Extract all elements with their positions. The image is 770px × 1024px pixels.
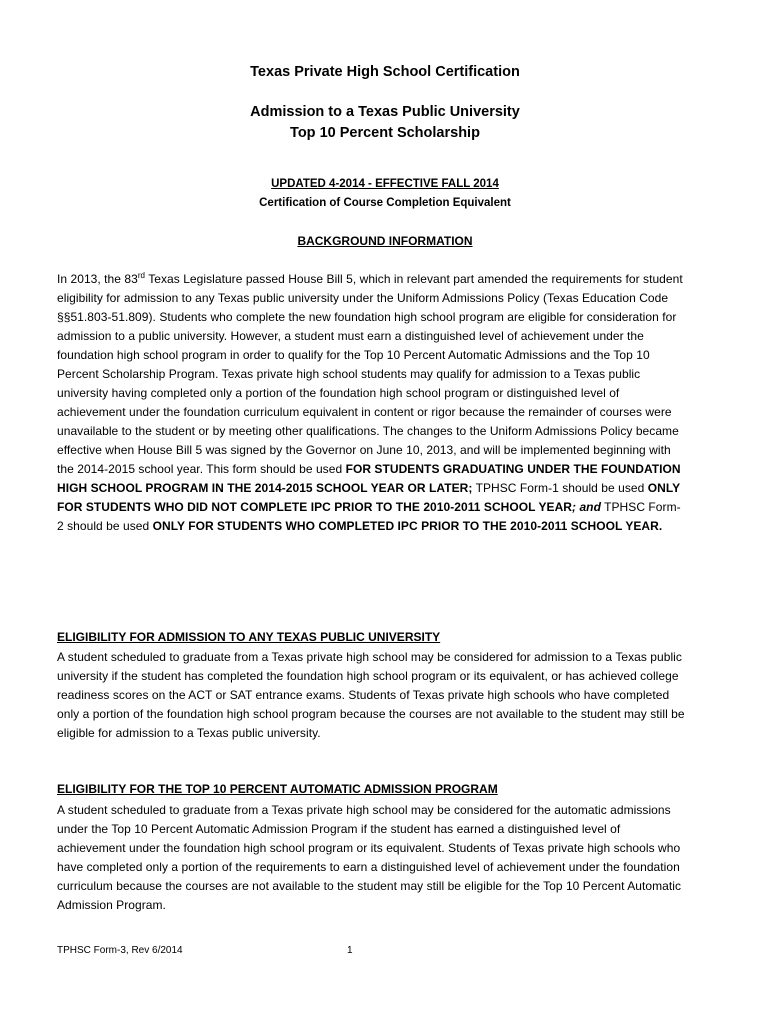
- bg-text-2: Texas Legislature passed House Bill 5, which in relevant part amended the requirements for student eligibility for admission to any Texas public university under the Uniform Admissions Policy (Texas Education Code §§51.803-51.809). Students who complete the new foundation high school program are eligible for consideration for admission to a public university. However, a student must earn a distinguished level of achievement under the foundation high school program in order to qualify for the Top 10 Percent Automatic Admissions and the Top 10 Percent Scholarship Program. Texas private high school students may qualify for admission to a Texas public university having completed only a portion of the foundation high school program or distinguished level of achievement under the foundation curriculum equivalent in content or rigor because the remainder of courses were unavailable to the student or by meeting other qualifications. The changes to the Uniform Admissions Policy became effective when House Bill 5 was signed by the Governor on June 10, 2013, and will be implemented beginning with the 2014-2015 school year. This form should be used: [57, 272, 683, 476]
- footer-page-number: 1: [347, 945, 353, 956]
- subtitle-line-2: Top 10 Percent Scholarship: [290, 125, 480, 141]
- bg-bold-3: ONLY FOR STUDENTS WHO COMPLETED IPC PRIOR TO THE 2010-2011 SCHOOL YEAR.: [152, 519, 663, 533]
- background-paragraph: [57, 270, 687, 536]
- eligibility-heading: ELIGIBILITY FOR ADMISSION TO ANY TEXAS PUBLIC UNIVERSITY: [57, 630, 441, 644]
- subtitle-line-1: Admission to a Texas Public University: [250, 104, 520, 120]
- top10-paragraph: A student scheduled to graduate from a Texas private high school may be considered for the automatic admissions under the Top 10 Percent Automatic Admission Program if the student has earned a distinguished level of achievement under the foundation high school program or its equivalent. Students of Texas private high schools who have completed only a portion of the requirements to earn a distinguished level of achievement under the foundation curriculum because the courses are not available to the student may still be eligible for the Top 10 Percent Automatic Admission Program.: [57, 803, 682, 912]
- bg-bold-1: FOR STUDENTS GRADUATING UNDER THE FOUNDATION HIGH SCHOOL PROGRAM IN THE 2014-2015 SCHOOL YEAR OR LATER;: [57, 462, 681, 495]
- footer-form-id: TPHSC Form-3, Rev 6/2014: [57, 945, 183, 956]
- bg-text-3: TPHSC Form-1 should be used: [472, 481, 648, 495]
- certification-label: Certification of Course Completion Equivalent: [259, 197, 511, 209]
- bg-bold-2: ONLY FOR STUDENTS WHO DID NOT COMPLETE IPC PRIOR TO THE 2010-2011 SCHOOL YEAR: [57, 481, 680, 514]
- document-subtitle: [0, 102, 770, 144]
- updated-notice: UPDATED 4-2014 - EFFECTIVE FALL 2014: [271, 178, 499, 190]
- bg-bold-italic: ; and: [572, 500, 601, 514]
- eligibility-paragraph: A student scheduled to graduate from a Texas private high school may be considered for admission to a Texas public university if the student has completed the foundation high school program or its equivalent, or has achieved college readiness scores on the ACT or SAT entrance exams. Students of Texas private high schools who have completed only a portion of the foundation high school program because the courses are not available to the student may still be eligible for admission to a Texas public university.: [57, 650, 685, 740]
- top10-heading: ELIGIBILITY FOR THE TOP 10 PERCENT AUTOMATIC ADMISSION PROGRAM: [57, 782, 498, 796]
- bg-superscript: rd: [137, 271, 146, 280]
- background-heading: BACKGROUND INFORMATION: [297, 234, 473, 248]
- document-title: Texas Private High School Certification: [250, 64, 520, 80]
- bg-text-4: TPHSC Form-2 should be used: [57, 500, 681, 533]
- bg-text-1: In 2013, the 83: [57, 272, 138, 286]
